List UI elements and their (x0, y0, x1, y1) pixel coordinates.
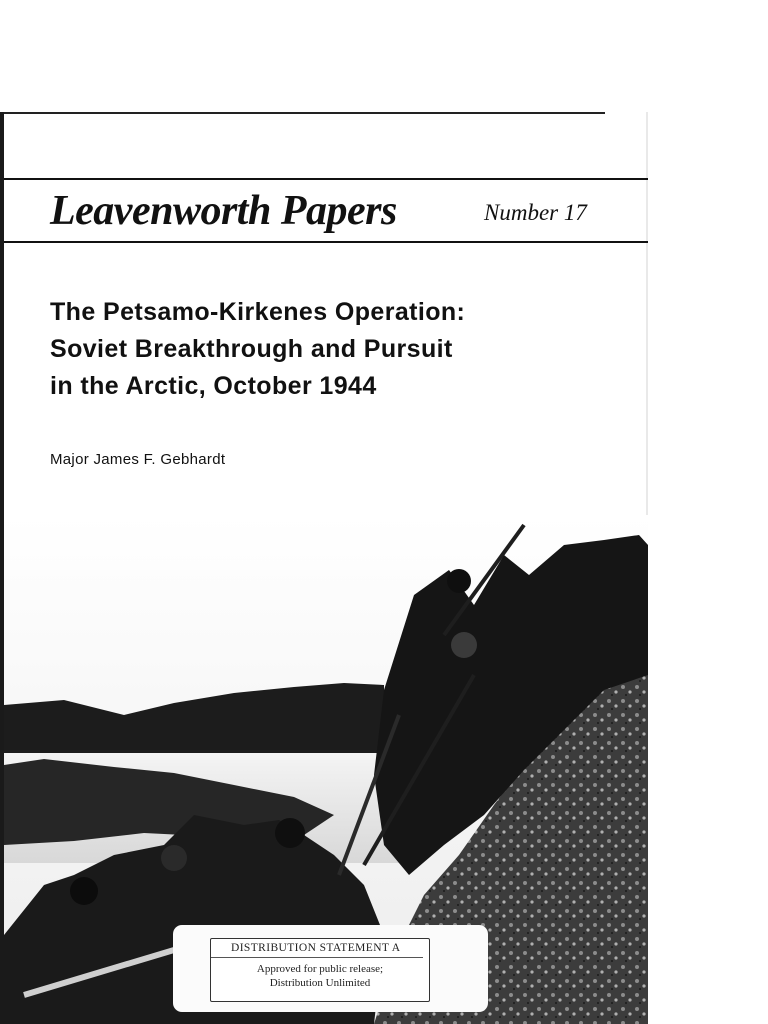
photo-helmet (70, 877, 98, 905)
stamp-line: Distribution Unlimited (269, 977, 371, 989)
issue-number: Number 17 (484, 200, 587, 225)
distribution-stamp (210, 938, 430, 1002)
photo-helmet (451, 632, 477, 658)
stamp-line: Approved for public release; (256, 963, 384, 975)
top-scan-rule (0, 112, 605, 114)
photo-helmet (447, 569, 471, 593)
title-line: Soviet Breakthrough and Pursuit (50, 335, 453, 363)
masthead-bottom-rule (4, 241, 648, 243)
document-title (50, 294, 465, 405)
series-title: Leavenworth Papers (50, 188, 397, 234)
photo-helmet (161, 845, 187, 871)
title-line: The Petsamo-Kirkenes Operation: (50, 298, 466, 326)
author-name: Major James F. Gebhardt (50, 451, 226, 468)
masthead-top-rule (4, 178, 648, 180)
stamp-heading: DISTRIBUTION STATEMENT A (211, 939, 423, 958)
photo-helmet (275, 818, 305, 848)
title-line: in the Arctic, October 1944 (50, 372, 377, 400)
